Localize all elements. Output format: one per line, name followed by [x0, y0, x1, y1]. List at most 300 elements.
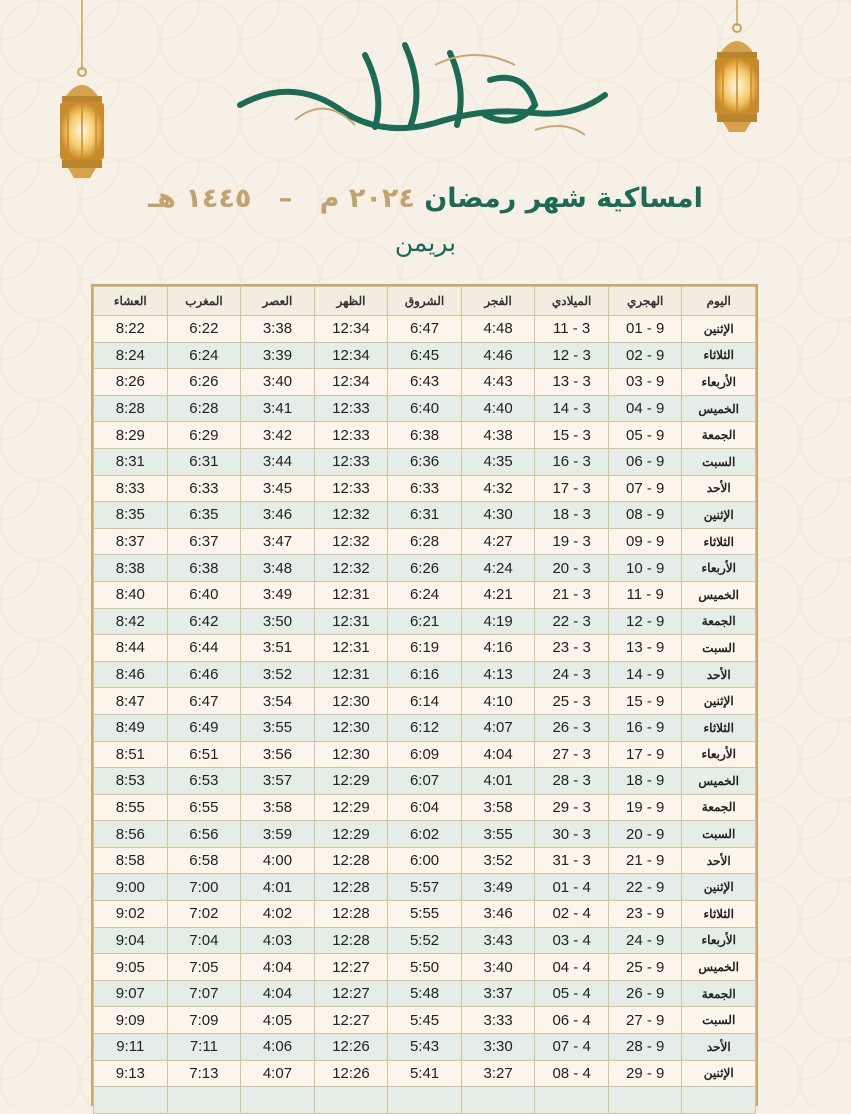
cell-asr-value: 3:48	[262, 559, 293, 577]
cell-dhuhr	[314, 1060, 388, 1087]
cell-hijri-value: 06 - 9	[626, 453, 665, 471]
table-row	[94, 581, 756, 608]
cell-day: الخميس	[682, 395, 756, 422]
cell-maghrib	[167, 661, 241, 688]
cell-sunrise	[388, 555, 462, 582]
cell-hijri	[608, 661, 682, 688]
cell-sunrise-value: 6:02	[409, 825, 440, 843]
cell-fajr	[461, 369, 535, 396]
cell-fajr-value: 4:38	[483, 426, 513, 444]
cell-sunrise-value: 6:19	[409, 639, 440, 657]
cell-maghrib	[167, 342, 241, 369]
cell-maghrib	[167, 475, 241, 502]
cell-sunrise-value: 6:07	[409, 772, 440, 790]
cell-fajr	[461, 581, 535, 608]
cell-greg	[535, 768, 609, 795]
cell-isha	[94, 874, 168, 901]
cell-greg-value: 31 - 3	[552, 852, 591, 870]
cell-hijri	[608, 475, 682, 502]
cell-isha	[94, 502, 168, 529]
cell-sunrise	[388, 1007, 462, 1034]
cell-dhuhr	[314, 395, 388, 422]
cell-fajr-value: 3:40	[483, 958, 513, 976]
cell-fajr	[461, 342, 535, 369]
table-row	[94, 1007, 756, 1034]
cell-sunrise	[388, 1060, 462, 1087]
cell-dhuhr	[314, 901, 388, 928]
cell-asr-value: 3:39	[262, 346, 293, 364]
cell-hijri	[608, 1007, 682, 1034]
cell-fajr	[461, 528, 535, 555]
cell-asr	[241, 901, 315, 928]
cell-maghrib-value: 7:04	[189, 931, 219, 949]
cell-isha-value: 8:22	[115, 320, 145, 338]
cell-fajr	[461, 901, 535, 928]
table-row	[94, 502, 756, 529]
cell-day: السبت	[682, 635, 756, 662]
cell-hijri	[608, 422, 682, 449]
cell-maghrib-value: 7:00	[189, 878, 219, 896]
cell-sunrise-value: 6:28	[409, 533, 440, 551]
cell-hijri-value: 01 - 9	[626, 320, 665, 338]
cell-isha	[94, 475, 168, 502]
title-separator: –	[278, 183, 293, 214]
cell-asr-value: 3:51	[262, 639, 293, 657]
cell-greg	[535, 874, 609, 901]
cell-asr-value: 3:54	[262, 692, 293, 710]
cell-maghrib-value: 6:26	[189, 373, 219, 391]
cell-fajr-value: 3:30	[483, 1038, 513, 1056]
cell-maghrib-value: 6:22	[189, 320, 219, 338]
cell-greg-value: 23 - 3	[552, 639, 591, 657]
cell-greg-value: 06 - 4	[552, 1011, 591, 1029]
cell-day: الجمعة	[682, 980, 756, 1007]
cell-greg	[535, 1060, 609, 1087]
cell-maghrib-value: 6:35	[189, 506, 219, 524]
cell-asr	[241, 475, 315, 502]
cell-isha-value: 9:00	[115, 878, 145, 896]
cell-isha-value: 8:46	[115, 666, 145, 684]
cell-dhuhr-value: 12:28	[332, 878, 370, 896]
cell-asr	[241, 1060, 315, 1087]
cell-maghrib	[167, 581, 241, 608]
cell-day: الأحد	[682, 847, 756, 874]
cell-greg-value: 22 - 3	[552, 612, 591, 630]
page-title	[0, 183, 851, 214]
cell-greg-value: 02 - 4	[552, 905, 591, 923]
cell-dhuhr-value: 12:27	[332, 985, 370, 1003]
cell-maghrib	[167, 316, 241, 343]
table-row	[94, 927, 756, 954]
cell-dhuhr	[314, 581, 388, 608]
table-row	[94, 901, 756, 928]
table-row	[94, 714, 756, 741]
cell-asr	[241, 369, 315, 396]
cell-hijri	[608, 369, 682, 396]
cell-asr-value: 4:04	[262, 958, 293, 976]
cell-dhuhr-value: 12:26	[332, 1064, 370, 1082]
cell-dhuhr	[314, 927, 388, 954]
column-header: الهجري	[608, 287, 682, 316]
column-header: العصر	[241, 287, 315, 316]
cell-maghrib	[167, 1034, 241, 1061]
cell-hijri	[608, 316, 682, 343]
cell-day: الجمعة	[682, 608, 756, 635]
cell-dhuhr	[314, 874, 388, 901]
cell-hijri-value: 17 - 9	[626, 745, 665, 763]
cell-asr-value: 3:55	[262, 719, 293, 737]
cell-fajr	[461, 1060, 535, 1087]
cell-maghrib	[167, 821, 241, 848]
cell-isha	[94, 528, 168, 555]
cell-greg-value: 17 - 3	[552, 479, 591, 497]
cell-dhuhr-value: 12:32	[332, 506, 370, 524]
cell-day: الخميس	[682, 954, 756, 981]
cell-asr	[241, 980, 315, 1007]
cell-dhuhr-value: 12:30	[332, 745, 370, 763]
cell-fajr-value: 3:52	[483, 852, 513, 870]
cell-fajr-value: 4:48	[483, 320, 513, 338]
table-row	[94, 528, 756, 555]
cell-greg	[535, 688, 609, 715]
cell-greg-value: 14 - 3	[552, 400, 591, 418]
column-header: اليوم	[682, 287, 756, 316]
cell-dhuhr	[314, 714, 388, 741]
cell-greg	[535, 821, 609, 848]
cell-sunrise	[388, 475, 462, 502]
cell-fajr-value: 3:46	[483, 905, 513, 923]
cell-maghrib-value: 6:24	[189, 346, 219, 364]
cell-greg-value: 26 - 3	[552, 719, 591, 737]
cell-isha	[94, 369, 168, 396]
cell-maghrib-value: 6:49	[189, 719, 219, 737]
cell-asr	[241, 395, 315, 422]
cell-sunrise-value: 6:26	[409, 559, 440, 577]
title-text: امساكية شهر رمضان	[424, 183, 703, 214]
cell-maghrib	[167, 688, 241, 715]
cell-maghrib-value: 6:51	[189, 745, 219, 763]
cell-hijri	[608, 714, 682, 741]
cell-maghrib	[167, 847, 241, 874]
cell-asr-value: 3:46	[262, 506, 293, 524]
cell-sunrise-value: 6:40	[409, 400, 440, 418]
cell-sunrise	[388, 342, 462, 369]
cell-fajr	[461, 502, 535, 529]
cell-fajr-value: 4:40	[483, 400, 513, 418]
cell-fajr-value: 3:43	[483, 931, 513, 949]
cell-greg-value: 21 - 3	[552, 586, 591, 604]
cell-asr	[241, 1034, 315, 1061]
cell-greg-value: 18 - 3	[552, 506, 591, 524]
cell-asr-value: 3:47	[262, 533, 293, 551]
cell-asr	[241, 927, 315, 954]
cell-dhuhr	[314, 316, 388, 343]
cell-dhuhr	[314, 741, 388, 768]
cell-day: الإثنين	[682, 1060, 756, 1087]
empty-cell	[608, 1087, 682, 1114]
cell-fajr	[461, 475, 535, 502]
cell-sunrise	[388, 768, 462, 795]
cell-greg	[535, 661, 609, 688]
cell-fajr	[461, 821, 535, 848]
cell-dhuhr	[314, 555, 388, 582]
cell-isha	[94, 608, 168, 635]
cell-hijri-value: 19 - 9	[626, 798, 665, 816]
table-row	[94, 768, 756, 795]
cell-asr	[241, 847, 315, 874]
cell-fajr-value: 4:30	[483, 506, 513, 524]
cell-isha	[94, 1060, 168, 1087]
cell-asr	[241, 635, 315, 662]
cell-hijri	[608, 502, 682, 529]
cell-fajr-value: 4:10	[483, 692, 513, 710]
cell-sunrise-value: 6:33	[409, 479, 440, 497]
cell-maghrib-value: 6:33	[189, 479, 219, 497]
cell-fajr-value: 4:16	[483, 639, 513, 657]
cell-isha	[94, 794, 168, 821]
cell-dhuhr-value: 12:34	[332, 346, 370, 364]
cell-sunrise-value: 6:16	[409, 666, 440, 684]
cell-day: الإثنين	[682, 874, 756, 901]
cell-fajr	[461, 395, 535, 422]
cell-isha	[94, 395, 168, 422]
cell-isha-value: 8:47	[115, 692, 145, 710]
cell-isha-value: 8:40	[115, 586, 145, 604]
cell-fajr-value: 4:46	[483, 346, 513, 364]
table-row	[94, 369, 756, 396]
cell-maghrib-value: 6:46	[189, 666, 219, 684]
cell-isha	[94, 741, 168, 768]
cell-asr-value: 3:49	[262, 586, 293, 604]
table-row	[94, 847, 756, 874]
cell-maghrib	[167, 874, 241, 901]
cell-dhuhr	[314, 847, 388, 874]
cell-isha	[94, 954, 168, 981]
cell-sunrise-value: 6:47	[409, 320, 440, 338]
cell-greg	[535, 1034, 609, 1061]
cell-hijri	[608, 847, 682, 874]
table-body	[94, 316, 756, 1114]
table-row	[94, 821, 756, 848]
cell-sunrise	[388, 821, 462, 848]
cell-fajr-value: 4:19	[483, 612, 513, 630]
cell-dhuhr-value: 12:28	[332, 905, 370, 923]
cell-isha-value: 8:51	[115, 745, 145, 763]
cell-asr-value: 4:05	[262, 1011, 293, 1029]
cell-hijri-value: 11 - 9	[626, 586, 664, 604]
table-row	[94, 661, 756, 688]
cell-maghrib	[167, 954, 241, 981]
cell-asr-value: 4:02	[262, 905, 293, 923]
cell-sunrise	[388, 954, 462, 981]
cell-fajr-value: 3:55	[483, 825, 513, 843]
cell-hijri	[608, 581, 682, 608]
cell-dhuhr-value: 12:30	[332, 719, 370, 737]
cell-asr-value: 4:07	[262, 1064, 293, 1082]
cell-greg	[535, 954, 609, 981]
cell-maghrib	[167, 502, 241, 529]
cell-hijri-value: 21 - 9	[626, 852, 665, 870]
cell-sunrise	[388, 741, 462, 768]
cell-greg	[535, 422, 609, 449]
cell-dhuhr-value: 12:32	[332, 559, 370, 577]
cell-greg	[535, 581, 609, 608]
cell-isha-value: 9:02	[115, 905, 145, 923]
cell-maghrib-value: 7:11	[189, 1038, 218, 1056]
cell-day: الثلاثاء	[682, 528, 756, 555]
cell-dhuhr-value: 12:33	[332, 426, 370, 444]
cell-greg-value: 01 - 4	[552, 878, 591, 896]
cell-fajr-value: 3:49	[483, 878, 513, 896]
cell-greg-value: 24 - 3	[552, 666, 591, 684]
cell-dhuhr	[314, 980, 388, 1007]
cell-dhuhr-value: 12:31	[332, 612, 370, 630]
cell-day: الجمعة	[682, 422, 756, 449]
cell-sunrise	[388, 448, 462, 475]
cell-hijri-value: 03 - 9	[626, 373, 665, 391]
cell-isha	[94, 1034, 168, 1061]
cell-greg-value: 05 - 4	[552, 985, 591, 1003]
cell-hijri-value: 20 - 9	[626, 825, 665, 843]
cell-hijri	[608, 901, 682, 928]
cell-day: الإثنين	[682, 502, 756, 529]
cell-asr	[241, 555, 315, 582]
cell-hijri-value: 22 - 9	[626, 878, 665, 896]
cell-hijri-value: 23 - 9	[626, 905, 665, 923]
cell-fajr	[461, 635, 535, 662]
cell-asr-value: 4:03	[262, 931, 293, 949]
cell-hijri	[608, 874, 682, 901]
cell-hijri-value: 10 - 9	[626, 559, 665, 577]
cell-greg-value: 29 - 3	[552, 798, 591, 816]
cell-maghrib	[167, 422, 241, 449]
cell-sunrise	[388, 528, 462, 555]
cell-greg-value: 12 - 3	[552, 346, 591, 364]
cell-maghrib	[167, 1007, 241, 1034]
lantern-icon	[50, 0, 114, 190]
cell-dhuhr	[314, 448, 388, 475]
cell-asr	[241, 714, 315, 741]
cell-isha	[94, 635, 168, 662]
table-row	[94, 316, 756, 343]
cell-maghrib	[167, 980, 241, 1007]
cell-isha	[94, 714, 168, 741]
cell-greg-value: 20 - 3	[552, 559, 591, 577]
cell-greg-value: 04 - 4	[552, 958, 591, 976]
cell-fajr	[461, 847, 535, 874]
cell-isha-value: 8:37	[115, 533, 145, 551]
cell-maghrib	[167, 395, 241, 422]
cell-maghrib	[167, 1060, 241, 1087]
cell-isha-value: 8:29	[115, 426, 145, 444]
cell-fajr	[461, 422, 535, 449]
cell-hijri-value: 07 - 9	[626, 479, 665, 497]
cell-fajr	[461, 1034, 535, 1061]
cell-asr	[241, 316, 315, 343]
cell-hijri-value: 08 - 9	[626, 506, 665, 524]
cell-isha-value: 8:38	[115, 559, 145, 577]
cell-hijri-value: 29 - 9	[626, 1064, 665, 1082]
cell-asr	[241, 422, 315, 449]
cell-maghrib	[167, 901, 241, 928]
cell-sunrise-value: 5:55	[409, 905, 440, 923]
cell-fajr	[461, 927, 535, 954]
cell-hijri	[608, 1034, 682, 1061]
cell-dhuhr	[314, 1034, 388, 1061]
cell-hijri	[608, 821, 682, 848]
cell-dhuhr-value: 12:31	[332, 639, 370, 657]
ramadan-kareem-calligraphy	[235, 35, 610, 145]
table-row-empty	[94, 1087, 756, 1114]
cell-hijri-value: 28 - 9	[626, 1038, 665, 1056]
cell-isha-value: 9:07	[115, 985, 145, 1003]
cell-greg	[535, 316, 609, 343]
cell-hijri	[608, 635, 682, 662]
cell-asr	[241, 768, 315, 795]
cell-dhuhr	[314, 954, 388, 981]
cell-dhuhr-value: 12:28	[332, 852, 370, 870]
cell-maghrib-value: 7:02	[189, 905, 219, 923]
cell-asr	[241, 874, 315, 901]
cell-dhuhr-value: 12:29	[332, 798, 370, 816]
cell-asr-value: 3:50	[262, 612, 293, 630]
cell-day: الأربعاء	[682, 369, 756, 396]
year-gregorian: ٢٠٢٤ م	[319, 183, 415, 214]
cell-asr-value: 3:57	[262, 772, 293, 790]
cell-fajr	[461, 1007, 535, 1034]
cell-fajr	[461, 555, 535, 582]
cell-dhuhr	[314, 608, 388, 635]
cell-fajr	[461, 688, 535, 715]
cell-asr-value: 3:58	[262, 798, 293, 816]
cell-isha	[94, 980, 168, 1007]
cell-isha-value: 8:58	[115, 852, 145, 870]
cell-isha-value: 8:24	[115, 346, 145, 364]
cell-sunrise	[388, 395, 462, 422]
cell-asr-value: 4:00	[262, 852, 293, 870]
cell-sunrise	[388, 581, 462, 608]
cell-asr-value: 4:01	[262, 878, 293, 896]
cell-greg	[535, 608, 609, 635]
cell-fajr-value: 4:35	[483, 453, 513, 471]
cell-asr	[241, 528, 315, 555]
cell-isha-value: 9:11	[116, 1038, 145, 1056]
cell-sunrise-value: 6:24	[409, 586, 440, 604]
cell-fajr-value: 4:27	[483, 533, 513, 551]
cell-isha-value: 9:13	[115, 1064, 145, 1082]
table-row	[94, 874, 756, 901]
cell-sunrise	[388, 688, 462, 715]
cell-day: السبت	[682, 1007, 756, 1034]
cell-hijri	[608, 555, 682, 582]
cell-greg	[535, 395, 609, 422]
cell-fajr	[461, 316, 535, 343]
cell-day: الأربعاء	[682, 555, 756, 582]
cell-maghrib-value: 6:47	[189, 692, 219, 710]
cell-dhuhr	[314, 688, 388, 715]
empty-cell	[94, 1087, 168, 1114]
cell-isha-value: 8:56	[115, 825, 145, 843]
cell-dhuhr-value: 12:31	[332, 666, 370, 684]
cell-maghrib	[167, 768, 241, 795]
cell-asr-value: 3:40	[262, 373, 293, 391]
cell-sunrise	[388, 927, 462, 954]
cell-day: الأحد	[682, 1034, 756, 1061]
cell-hijri-value: 04 - 9	[626, 400, 665, 418]
cell-asr	[241, 448, 315, 475]
cell-day: الأربعاء	[682, 927, 756, 954]
cell-asr	[241, 1007, 315, 1034]
